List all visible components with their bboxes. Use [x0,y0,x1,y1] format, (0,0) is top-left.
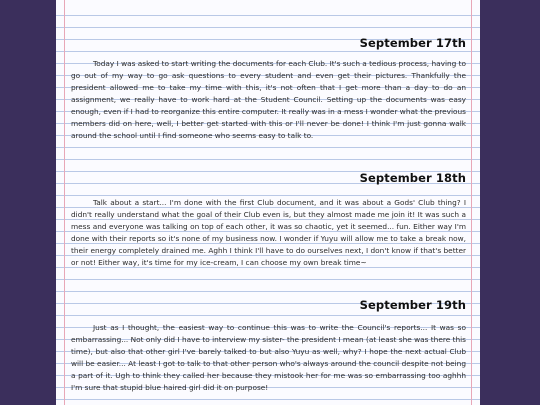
right-margin-line [471,0,472,405]
entry-text [71,322,466,394]
entry-text-content: Talk about a start... I'm done with the first Club document, and it was about a Gods' Club thing? I didn't really understand what the goal of their Club even is, but they almost made me join it! It was such a mess and everyone was talking on top of each other, it was so chaotic, yet it seemed... fun. Either way I'm done with their reports so it's none of my business now. I wonder if Yuyu will allow me to take a break now, their energy completely drained me. Aghh I think I'll have to do ourselves next, I don't know if that's better or not! Either way, it's time for my ice-cream, I can choose my own break time~ [71,198,466,267]
entry-text-content: Today I was asked to start writing the documents for each Club. It's such a tedious process, having to go out of my way to go ask questions to every student and even get their pictures. Thankfully the president allowed me to take my time with this, it's not often that I get more than a day to do an assignment, we really have to work hard at the Student Council. Setting up the documents was easy enough, even if I had to reorganize this entire computer. It really was in a mess I wonder what the previous members did on here, well, I better get started with this or I'll never be done! I think I'm just gonna walk around the school until I find someone who seems easy to talk to. [71,59,467,140]
entry-date: September 17th [359,36,466,50]
entry-text-content: Just as I thought, the easiest way to continue this was to write the Council's reports... It was so embarrassing... Not only did I have to interview my sister- the president I mean (at least she was there this time), but also that other girl I've barely talked to but also Yuyu as well, why? I hope the next actual Club will be easier... At least I got to talk to that other person who's always around the council despite not being a part of it. Ugh to think they called her because they mistook her for me was so embarrassing too aghhh I'm sure that stupid blue haired girl did it on purpose! [71,323,466,392]
entry-text [71,58,466,142]
notebook-page [56,0,480,405]
left-margin-line [64,0,65,405]
entry-text [71,197,466,269]
entry-date: September 18th [359,171,466,185]
entry-date: September 19th [359,298,466,312]
